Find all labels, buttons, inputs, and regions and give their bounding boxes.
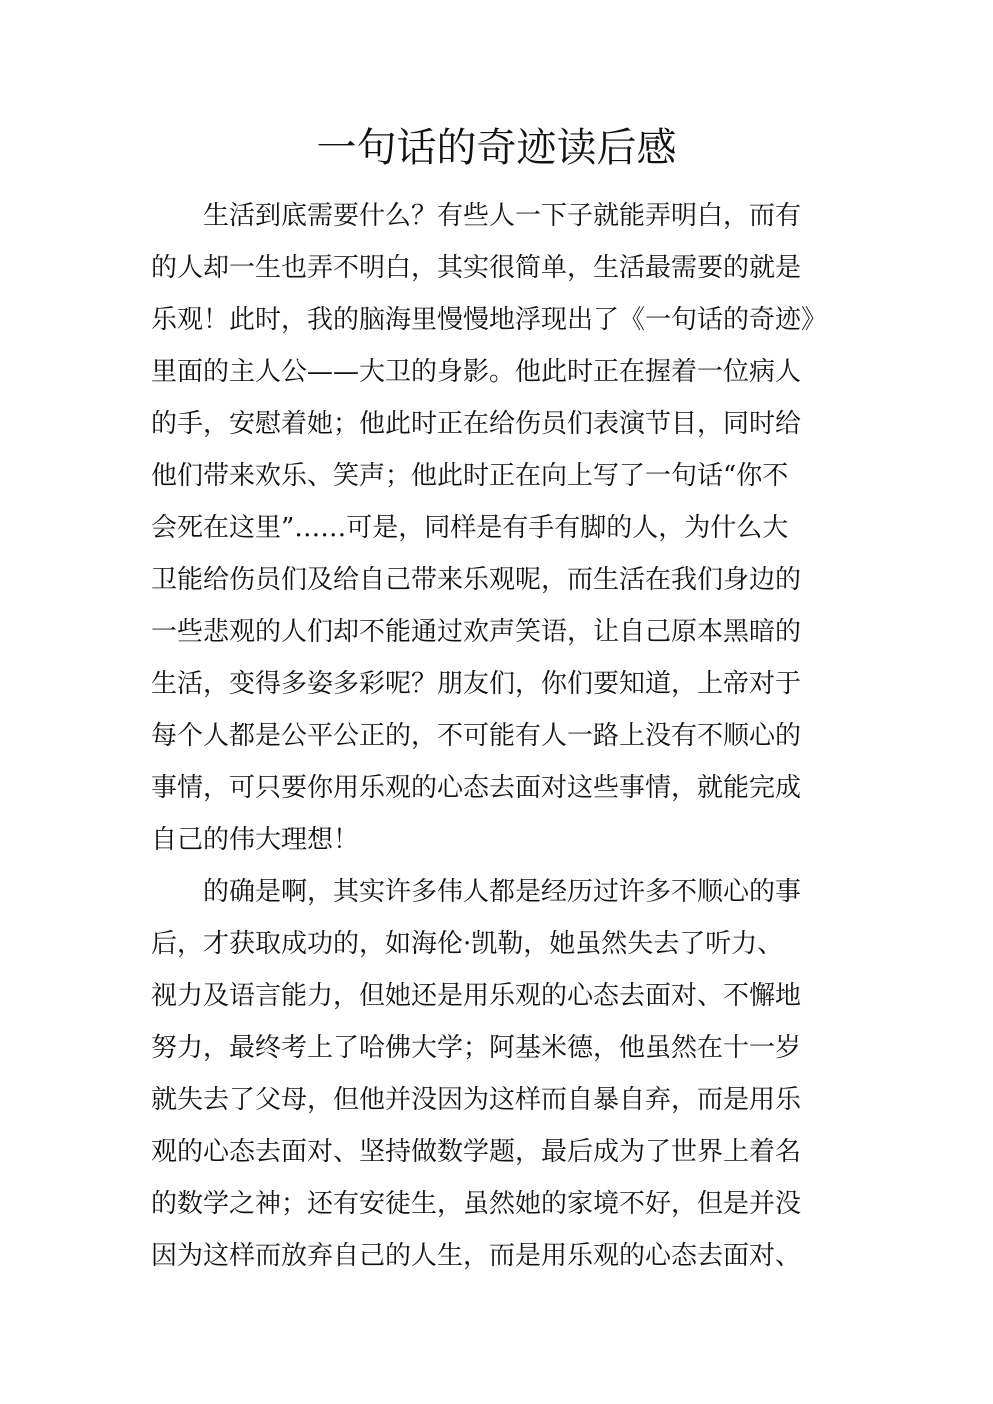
text-line: 努力，最终考上了哈佛大学；阿基米德，他虽然在十一岁	[151, 1033, 802, 1063]
text-line: 事情，可只要你用乐观的心态去面对这些事情，就能完成	[151, 773, 802, 803]
text-line: 视力及语言能力，但她还是用乐观的心态去面对、不懈地	[151, 981, 802, 1011]
document-title: 一句话的奇迹读后感	[316, 125, 677, 171]
text-line: 就失去了父母，但他并没因为这样而自暴自弃，而是用乐	[151, 1085, 802, 1115]
text-line: 自己的伟大理想！	[151, 825, 360, 855]
text-line: 他们带来欢乐、笑声；他此时正在向上写了一句话“你不	[151, 461, 789, 491]
paragraph-1	[151, 190, 851, 866]
text-line: 卫能给伤员们及给自己带来乐观呢，而生活在我们身边的	[151, 565, 802, 595]
text-line: 生活到底需要什么？有些人一下子就能弄明白，而有	[203, 201, 802, 231]
text-line: 每个人都是公平公正的，不可能有人一路上没有不顺心的	[151, 721, 802, 751]
text-line: 的数学之神；还有安徒生，虽然她的家境不好，但是并没	[151, 1189, 802, 1219]
text-line: 会死在这里”……可是，同样是有手有脚的人，为什么大	[151, 513, 789, 543]
text-line: 观的心态去面对、坚持做数学题，最后成为了世界上着名	[151, 1137, 802, 1167]
text-line: 的人却一生也弄不明白，其实很简单，生活最需要的就是	[151, 253, 802, 283]
text-line: 的手，安慰着她；他此时正在给伤员们表演节目，同时给	[151, 409, 802, 439]
document-body	[151, 190, 851, 1282]
text-line: 里面的主人公——大卫的身影。他此时正在握着一位病人	[151, 357, 802, 387]
text-line: 的确是啊，其实许多伟人都是经历过许多不顺心的事	[203, 877, 802, 907]
text-line: 乐观！此时，我的脑海里慢慢地浮现出了《一句话的奇迹》	[151, 305, 828, 335]
text-line: 后，才获取成功的，如海伦·凯勒，她虽然失去了听力、	[151, 929, 784, 959]
text-line: 因为这样而放弃自己的人生，而是用乐观的心态去面对、	[151, 1241, 802, 1271]
text-line: 生活，变得多姿多彩呢？朋友们，你们要知道，上帝对于	[151, 669, 802, 699]
text-line: 一些悲观的人们却不能通过欢声笑语，让自己原本黑暗的	[151, 617, 802, 647]
paragraph-2	[151, 866, 851, 1282]
